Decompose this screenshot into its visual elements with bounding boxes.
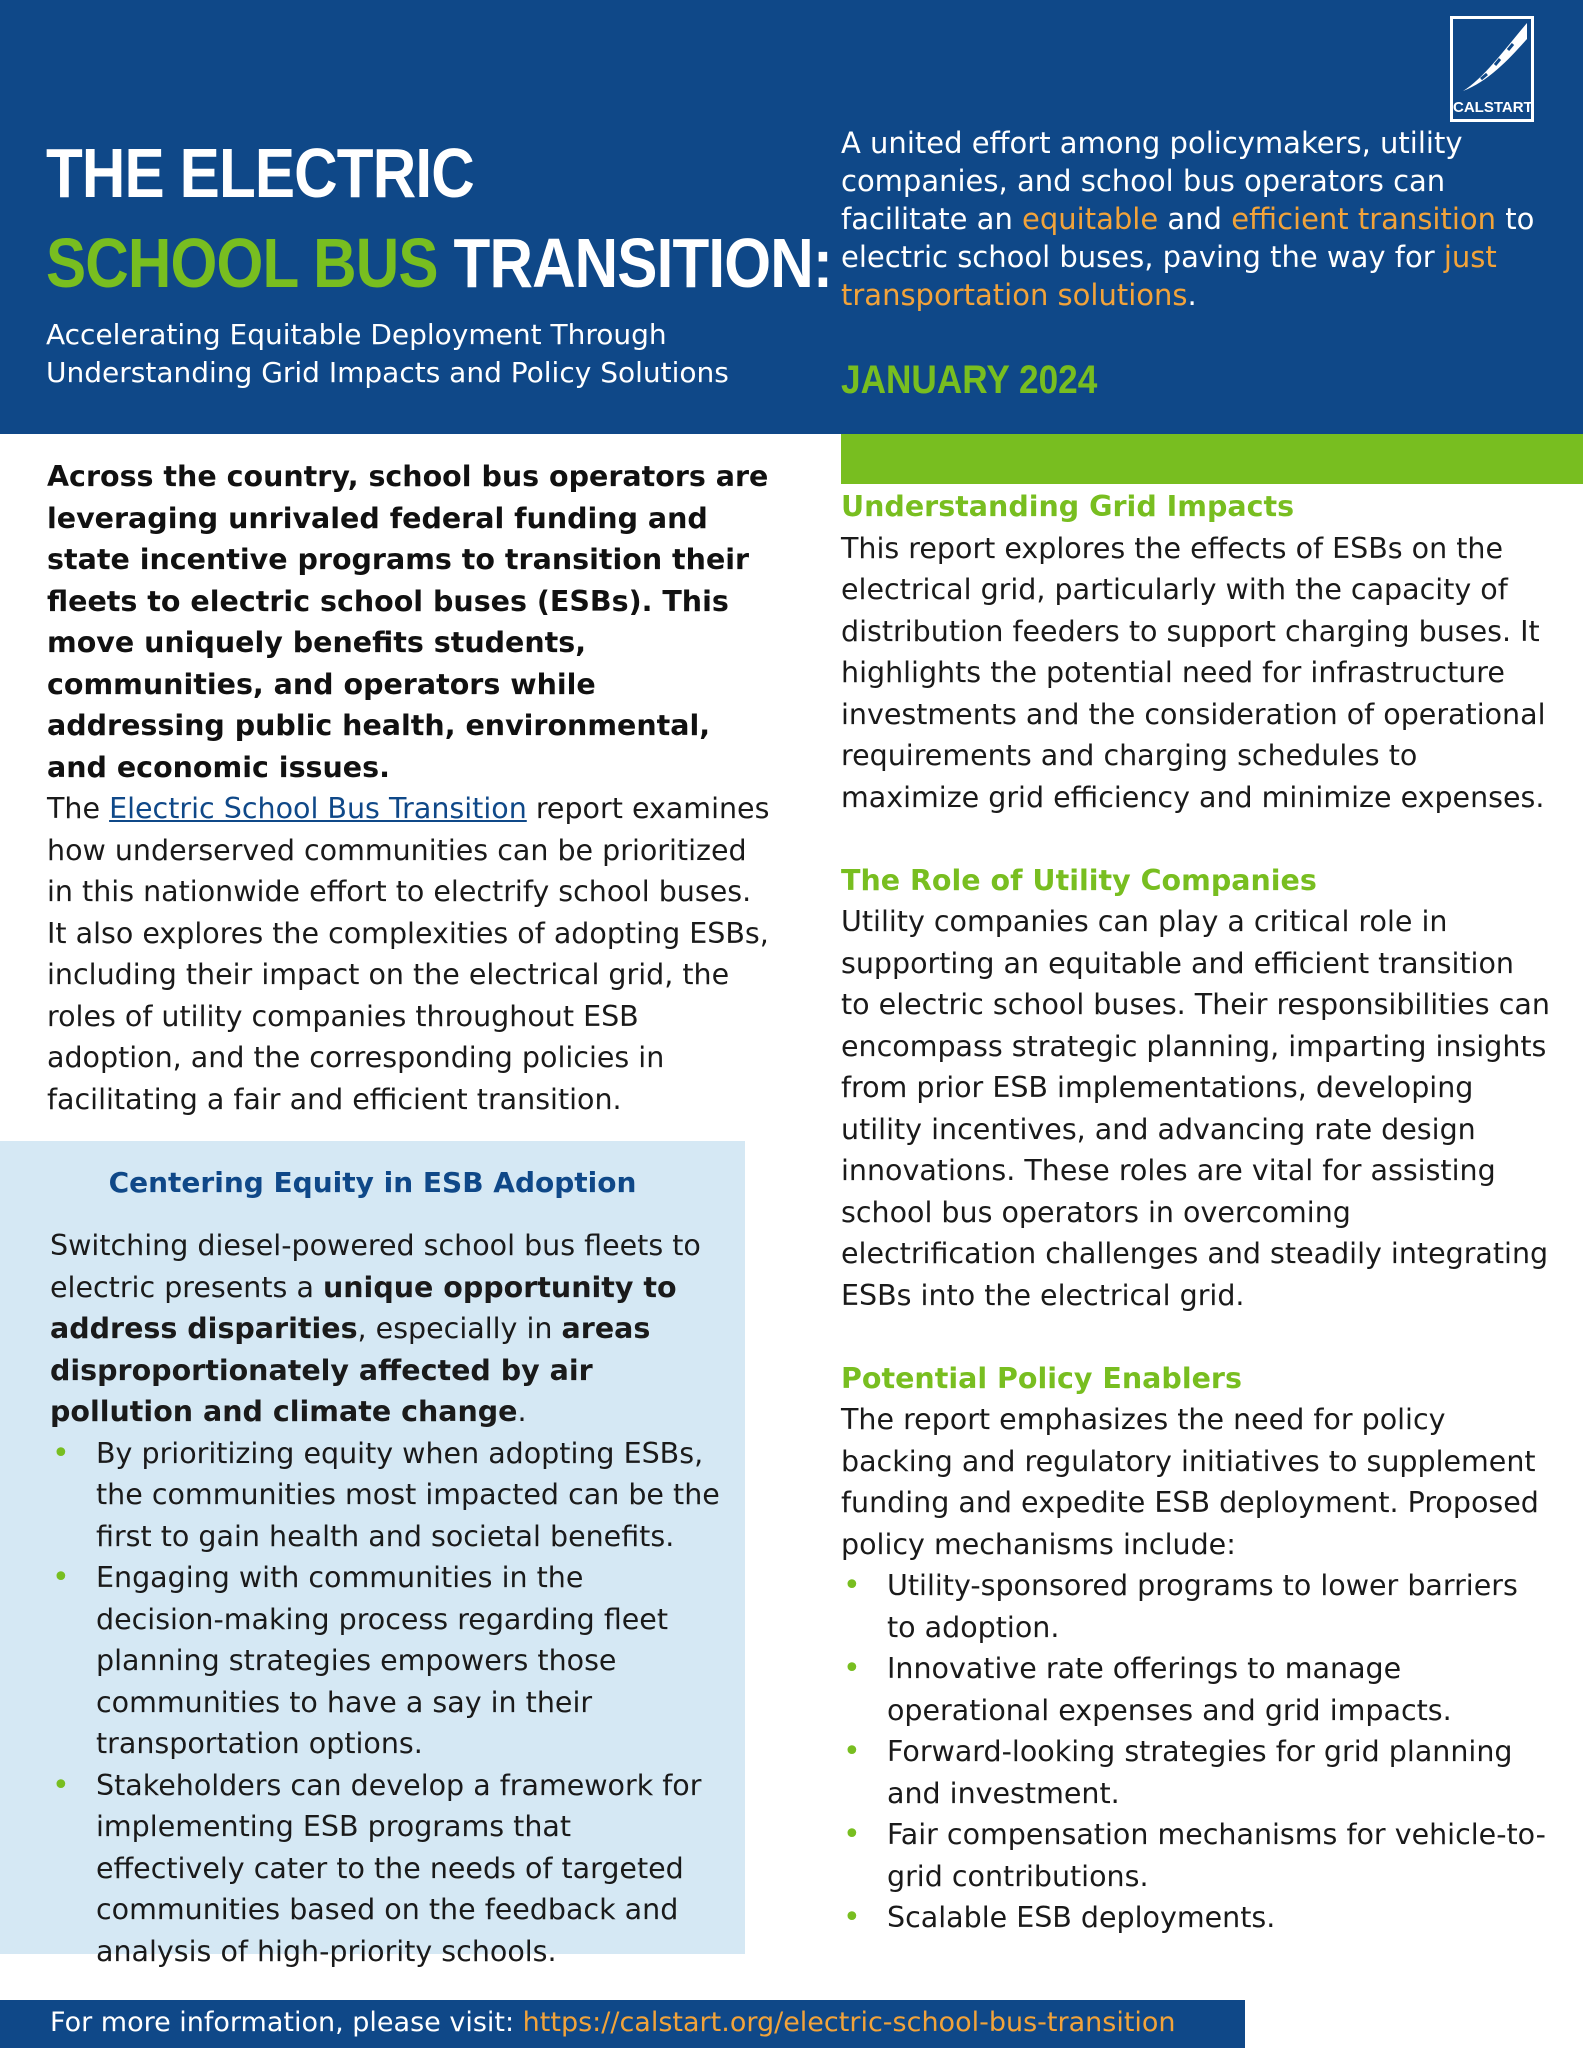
equity-heading: Centering Equity in ESB Adoption — [108, 1166, 637, 1199]
equity-text: . — [517, 1395, 527, 1428]
title-rest: TRANSITION: — [437, 224, 833, 302]
section-heading: Potential Policy Enablers — [841, 1361, 1242, 1395]
list-item: • Forward-looking strategies for grid planning and investment. — [841, 1731, 1551, 1814]
summary-text: The — [47, 792, 110, 825]
intro-highlight-equitable: equitable — [1022, 202, 1159, 236]
intro-highlight-just: just transportation solutions — [841, 240, 1497, 312]
report-summary — [47, 788, 777, 1120]
publication-date: JANUARY 2024 — [841, 358, 1098, 402]
logo-text: CALSTART — [1453, 99, 1533, 116]
equity-bold: unique opportunity to address disparities — [50, 1270, 677, 1345]
subtitle-line-2: Understanding Grid Impacts and Policy Solutions — [46, 356, 729, 389]
footer-label: For more information, please visit: — [50, 2007, 523, 2038]
list-item: • By prioritizing equity when adopting ESBs, the communities most impacted can be the first to gain health and societal benefits. — [50, 1433, 720, 1558]
equity-text: , especially in — [357, 1312, 562, 1345]
list-item: • Utility-sponsored programs to lower barriers to adoption. — [841, 1565, 1551, 1648]
intro-highlight-efficient: efficient transition — [1231, 202, 1497, 236]
section-text: Utility companies can play a critical role in supporting an equitable and efficient transition to electric school buses. Their responsibilities can encompass strategic planning, imparting insights from prior ESB implementations, developing utility incentives, and advancing rate design innovations. These roles are vital for assisting school bus operators in overcoming electrification challenges and steadily integrating ESBs into the electrical grid. — [841, 905, 1550, 1312]
list-item: • Engaging with communities in the decision-making process regarding fleet planning strategies empowers those communities to have a say in their transportation options. — [50, 1557, 720, 1765]
list-item: • Scalable ESB deployments. — [841, 1897, 1551, 1939]
list-item: • Fair compensation mechanisms for vehicle-to-grid contributions. — [841, 1814, 1551, 1897]
equity-bold: areas disproportionately affected by air pollution and climate change — [50, 1312, 651, 1428]
summary-text: report examines how underserved communities can be prioritized in this nationwide effort to electrify school buses. It also explores the complexities of adopting ESBs, including their impact on the electrical grid, the roles of utility companies throughout ESB adoption, and the corresponding policies in facilitating a fair and efficient transition. — [47, 792, 770, 1116]
section-heading: Understanding Grid Impacts — [841, 490, 1295, 523]
title-highlight: SCHOOL BUS — [46, 224, 438, 302]
page-title — [46, 128, 832, 308]
equity-content — [50, 1225, 720, 1972]
right-column — [841, 486, 1551, 1980]
equity-intro — [50, 1225, 720, 1433]
equity-text: Switching diesel-powered school bus fleets to electric presents a — [50, 1229, 701, 1304]
calstart-logo — [1450, 16, 1534, 122]
lead-paragraph: Across the country, school bus operators are leveraging unrivaled federal funding and state incentive programs to transition their fleets to electric school buses (ESBs). This move uniquely benefits students, communities, and operators while addressing public health, environmental, and economic issues. — [47, 460, 769, 784]
intro-text: . — [1187, 278, 1197, 312]
footer-url-link[interactable]: https://calstart.org/electric-school-bus-transition — [522, 2007, 1176, 2038]
title-line-1: THE ELECTRIC — [46, 134, 474, 212]
section-grid-impacts — [841, 486, 1551, 818]
intro-text: to electric school buses, paving the way for — [841, 202, 1535, 274]
section-utility-role — [841, 860, 1551, 1317]
title-line-2 — [46, 218, 832, 308]
accent-bar — [841, 434, 1583, 484]
list-item: • Innovative rate offerings to manage operational expenses and grid impacts. — [841, 1648, 1551, 1731]
intro-statement — [841, 124, 1541, 314]
section-policy-enablers — [841, 1358, 1551, 1939]
section-text: The report emphasizes the need for policy backing and regulatory initiatives to supplement funding and expedite ESB deployment. Proposed policy mechanisms include: — [841, 1403, 1539, 1561]
section-heading: The Role of Utility Companies — [841, 863, 1317, 897]
list-item: • Stakeholders can develop a framework for implementing ESB programs that effectively cater to the needs of targeted communities based on the feedback and analysis of high-priority schools. — [50, 1765, 720, 1973]
intro-text: A united effort among policymakers, utility companies, and school bus operators can facilitate an — [841, 126, 1463, 236]
page-subtitle — [46, 316, 766, 392]
section-text: This report explores the effects of ESBs on the electrical grid, particularly with the capacity of distribution feeders to support charging buses. It highlights the potential need for infrastructure investments and the consideration of operational requirements and charging schedules to maximize grid efficiency and minimize expenses. — [841, 531, 1546, 814]
intro-text: and — [1158, 202, 1232, 236]
policy-bullet-list — [841, 1565, 1551, 1939]
subtitle-line-1: Accelerating Equitable Deployment Through — [46, 318, 667, 351]
report-link[interactable]: Electric School Bus Transition — [109, 792, 527, 825]
equity-bullet-list — [50, 1433, 720, 1973]
footer-info — [50, 2007, 1176, 2038]
